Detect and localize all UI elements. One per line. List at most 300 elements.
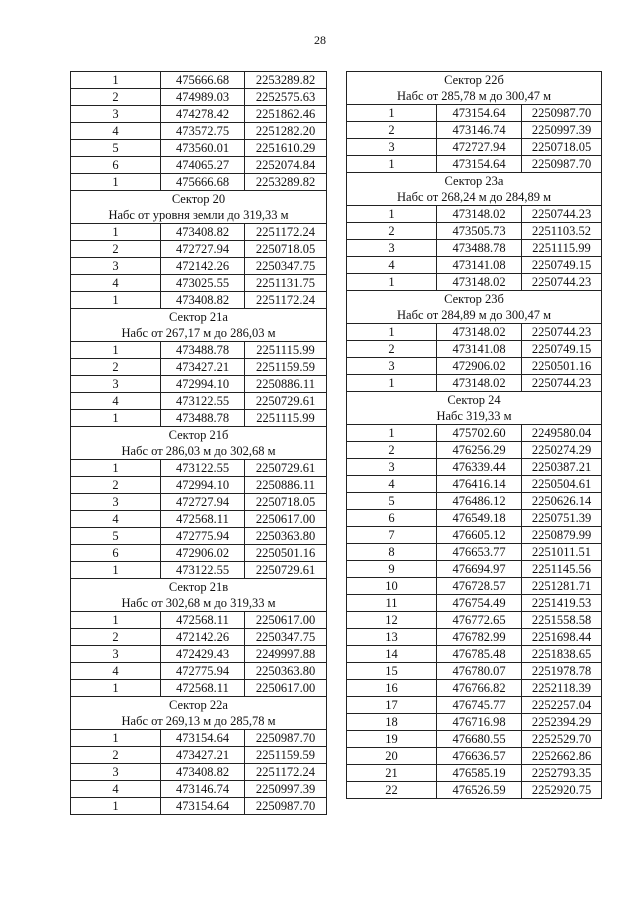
point-number: 1: [71, 292, 161, 309]
table-row: [347, 358, 602, 375]
point-number: 1: [71, 798, 161, 815]
coordinate-y: 2250504.61: [522, 476, 602, 493]
point-number: 4: [71, 393, 161, 410]
table-row: [347, 544, 602, 561]
coordinate-x: 476585.19: [437, 765, 522, 782]
table-row: [347, 206, 602, 223]
table-row: [347, 697, 602, 714]
coordinate-y: 2250363.80: [245, 663, 327, 680]
point-number: 2: [347, 341, 437, 358]
coordinate-x: 475666.68: [161, 72, 245, 89]
table-row: [347, 493, 602, 510]
coordinate-x: 476636.57: [437, 748, 522, 765]
coordinate-y: 2253289.82: [245, 72, 327, 89]
point-number: 1: [347, 425, 437, 442]
point-number: 3: [347, 459, 437, 476]
sector-title: Сектор 21б: [168, 428, 229, 442]
point-number: 2: [71, 359, 161, 376]
coordinate-x: 473154.64: [437, 105, 522, 122]
point-number: 3: [71, 494, 161, 511]
coordinate-x: 476653.77: [437, 544, 522, 561]
table-row: [347, 595, 602, 612]
coordinate-y: 2251115.99: [245, 410, 327, 427]
coordinate-x: 472994.10: [161, 376, 245, 393]
sector-height-range: Набс от 267,17 м до 286,03 м: [121, 326, 276, 340]
sector-height-range: Набс от 284,89 м до 300,47 м: [397, 308, 551, 322]
coordinate-x: 472775.94: [161, 663, 245, 680]
point-number: 1: [71, 342, 161, 359]
table-row: [347, 223, 602, 240]
coordinate-x: 476766.82: [437, 680, 522, 697]
coordinate-y: 2251115.99: [522, 240, 602, 257]
coordinate-x: 475702.60: [437, 425, 522, 442]
point-number: 2: [347, 223, 437, 240]
point-number: 13: [347, 629, 437, 646]
sector-height-range: Набс от уровня земли до 319,33 м: [108, 208, 289, 222]
table-row: [71, 123, 327, 140]
sector-height-range: Набс от 285,78 м до 300,47 м: [397, 89, 551, 103]
coordinate-y: 2251978.78: [522, 663, 602, 680]
point-number: 3: [71, 764, 161, 781]
coordinate-y: 2250997.39: [522, 122, 602, 139]
coordinate-x: 474278.42: [161, 106, 245, 123]
table-row: [71, 646, 327, 663]
coordinate-x: 476605.12: [437, 527, 522, 544]
coordinate-y: 2251172.24: [245, 764, 327, 781]
coordinate-y: 2250729.61: [245, 562, 327, 579]
table-row: [71, 477, 327, 494]
coordinate-x: 476339.44: [437, 459, 522, 476]
table-row: [347, 476, 602, 493]
point-number: 2: [71, 477, 161, 494]
table-row: [71, 258, 327, 275]
coordinate-y: 2251159.59: [245, 359, 327, 376]
sector-header-cell: [71, 697, 327, 730]
table-row: [71, 376, 327, 393]
point-number: 1: [347, 274, 437, 291]
point-number: 4: [71, 663, 161, 680]
sector-header-cell: [71, 191, 327, 224]
coordinate-x: 473408.82: [161, 764, 245, 781]
coordinate-y: 2250751.39: [522, 510, 602, 527]
point-number: 3: [71, 106, 161, 123]
point-number: 3: [347, 139, 437, 156]
coordinate-x: 476716.98: [437, 714, 522, 731]
sector-header-row: [347, 173, 602, 206]
point-number: 1: [71, 680, 161, 697]
table-row: [71, 393, 327, 410]
coordinate-x: 476754.49: [437, 595, 522, 612]
point-number: 2: [347, 122, 437, 139]
coordinate-y: 2250744.23: [522, 206, 602, 223]
coordinate-y: 2250617.00: [245, 511, 327, 528]
point-number: 5: [71, 528, 161, 545]
coordinate-x: 472568.11: [161, 511, 245, 528]
coordinate-y: 2251610.29: [245, 140, 327, 157]
point-number: 2: [347, 442, 437, 459]
table-row: [71, 612, 327, 629]
table-row: [71, 680, 327, 697]
coordinate-x: 476785.48: [437, 646, 522, 663]
coordinate-x: 476745.77: [437, 697, 522, 714]
point-number: 21: [347, 765, 437, 782]
coordinate-x: 472142.26: [161, 629, 245, 646]
coordinate-y: 2252793.35: [522, 765, 602, 782]
point-number: 2: [71, 747, 161, 764]
point-number: 1: [71, 460, 161, 477]
sector-title: Сектор 20: [171, 192, 226, 206]
sector-title: Сектор 22а: [169, 698, 228, 712]
coordinate-y: 2251862.46: [245, 106, 327, 123]
coordinate-y: 2252074.84: [245, 157, 327, 174]
point-number: 1: [347, 156, 437, 173]
table-row: [71, 292, 327, 309]
coordinate-y: 2252394.29: [522, 714, 602, 731]
table-row: [347, 510, 602, 527]
coordinate-x: 473025.55: [161, 275, 245, 292]
coordinate-y: 2249997.88: [245, 646, 327, 663]
table-row: [71, 747, 327, 764]
coordinate-y: 2251115.99: [245, 342, 327, 359]
coordinate-y: 2250744.23: [522, 324, 602, 341]
coordinate-y: 2250886.11: [245, 477, 327, 494]
coordinate-y: 2250997.39: [245, 781, 327, 798]
coordinate-x: 473154.64: [161, 798, 245, 815]
table-row: [71, 224, 327, 241]
point-number: 3: [71, 646, 161, 663]
coordinate-x: 476782.99: [437, 629, 522, 646]
coordinate-x: 474989.03: [161, 89, 245, 106]
coordinate-x: 473148.02: [437, 375, 522, 392]
sector-title: Сектор 24: [447, 393, 501, 407]
coordinate-x: 473148.02: [437, 324, 522, 341]
coordinate-x: 473488.78: [161, 342, 245, 359]
point-number: 17: [347, 697, 437, 714]
coordinate-x: 472994.10: [161, 477, 245, 494]
table-row: [347, 442, 602, 459]
coordinate-y: 2250387.21: [522, 459, 602, 476]
point-number: 16: [347, 680, 437, 697]
table-row: [71, 174, 327, 191]
sector-title: Сектор 21а: [169, 310, 228, 324]
table-row: [71, 511, 327, 528]
coordinates-table-left-body: [71, 72, 327, 815]
coordinate-y: 2250617.00: [245, 680, 327, 697]
table-row: [71, 106, 327, 123]
point-number: 1: [71, 174, 161, 191]
point-number: 4: [71, 123, 161, 140]
table-row: [71, 545, 327, 562]
coordinate-x: 473122.55: [161, 393, 245, 410]
sector-height-range: Набс от 269,13 м до 285,78 м: [121, 714, 276, 728]
coordinate-y: 2250886.11: [245, 376, 327, 393]
coordinate-x: 472727.94: [161, 494, 245, 511]
point-number: 3: [71, 258, 161, 275]
table-row: [347, 341, 602, 358]
coordinate-y: 2251159.59: [245, 747, 327, 764]
sector-header-row: [71, 579, 327, 612]
coordinate-y: 2249580.04: [522, 425, 602, 442]
coordinate-x: 473146.74: [437, 122, 522, 139]
coordinate-y: 2252257.04: [522, 697, 602, 714]
table-row: [347, 527, 602, 544]
point-number: 3: [71, 376, 161, 393]
coordinate-y: 2250749.15: [522, 341, 602, 358]
point-number: 4: [347, 257, 437, 274]
sector-title: Сектор 23а: [444, 174, 504, 188]
coordinate-x: 472568.11: [161, 612, 245, 629]
coordinate-x: 476486.12: [437, 493, 522, 510]
coordinate-x: 473408.82: [161, 292, 245, 309]
coordinate-x: 473148.02: [437, 206, 522, 223]
coordinate-y: 2251281.71: [522, 578, 602, 595]
coordinate-y: 2252118.39: [522, 680, 602, 697]
table-row: [71, 359, 327, 376]
sector-header-cell: [347, 392, 602, 425]
point-number: 9: [347, 561, 437, 578]
coordinate-x: 472906.02: [161, 545, 245, 562]
coordinate-y: 2250718.05: [245, 494, 327, 511]
coordinate-x: 473572.75: [161, 123, 245, 140]
point-number: 6: [347, 510, 437, 527]
sector-title: Сектор 23б: [444, 292, 504, 306]
point-number: 1: [347, 375, 437, 392]
point-number: 6: [71, 157, 161, 174]
coordinate-y: 2251103.52: [522, 223, 602, 240]
table-row: [71, 410, 327, 427]
coordinate-x: 476416.14: [437, 476, 522, 493]
point-number: 10: [347, 578, 437, 595]
table-row: [347, 324, 602, 341]
sector-height-range: Набс от 286,03 м до 302,68 м: [121, 444, 276, 458]
coordinate-y: 2250363.80: [245, 528, 327, 545]
coordinates-table-right: [346, 71, 602, 799]
table-row: [347, 122, 602, 139]
coordinate-x: 473560.01: [161, 140, 245, 157]
table-row: [71, 764, 327, 781]
sector-height-range: Набс 319,33 м: [436, 409, 512, 423]
coordinate-y: 2251172.24: [245, 224, 327, 241]
coordinate-x: 476526.59: [437, 782, 522, 799]
point-number: 19: [347, 731, 437, 748]
table-row: [71, 663, 327, 680]
point-number: 6: [71, 545, 161, 562]
sector-header-row: [71, 309, 327, 342]
table-row: [347, 139, 602, 156]
point-number: 8: [347, 544, 437, 561]
table-row: [71, 730, 327, 747]
coordinate-y: 2250879.99: [522, 527, 602, 544]
point-number: 4: [347, 476, 437, 493]
sector-header-row: [347, 291, 602, 324]
coordinate-x: 473427.21: [161, 747, 245, 764]
point-number: 1: [71, 562, 161, 579]
table-row: [347, 578, 602, 595]
table-row: [347, 459, 602, 476]
coordinates-table-right-body: [347, 72, 602, 799]
coordinate-y: 2252575.63: [245, 89, 327, 106]
point-number: 1: [71, 224, 161, 241]
table-row: [347, 765, 602, 782]
table-row: [347, 274, 602, 291]
coordinate-x: 476694.97: [437, 561, 522, 578]
sector-header-cell: [71, 309, 327, 342]
coordinate-x: 476780.07: [437, 663, 522, 680]
table-row: [71, 528, 327, 545]
coordinate-x: 476256.29: [437, 442, 522, 459]
coordinate-y: 2251838.65: [522, 646, 602, 663]
table-row: [71, 798, 327, 815]
sector-header-cell: [71, 427, 327, 460]
sector-header-row: [347, 72, 602, 105]
sector-height-range: Набс от 268,24 м до 284,89 м: [397, 190, 551, 204]
sector-height-range: Набс от 302,68 м до 319,33 м: [121, 596, 276, 610]
sector-header-cell: [347, 173, 602, 206]
coordinate-y: 2250987.70: [522, 105, 602, 122]
table-row: [347, 240, 602, 257]
coordinate-x: 473505.73: [437, 223, 522, 240]
coordinate-x: 473488.78: [437, 240, 522, 257]
table-row: [347, 629, 602, 646]
table-row: [347, 561, 602, 578]
coordinate-x: 476728.57: [437, 578, 522, 595]
coordinate-y: 2250347.75: [245, 629, 327, 646]
coordinate-x: 473148.02: [437, 274, 522, 291]
point-number: 14: [347, 646, 437, 663]
coordinate-x: 473154.64: [161, 730, 245, 747]
coordinate-y: 2250274.29: [522, 442, 602, 459]
coordinate-y: 2250347.75: [245, 258, 327, 275]
coordinate-y: 2251145.56: [522, 561, 602, 578]
point-number: 3: [347, 358, 437, 375]
point-number: 2: [71, 241, 161, 258]
sector-header-cell: [347, 72, 602, 105]
table-row: [347, 680, 602, 697]
coordinate-y: 2250744.23: [522, 274, 602, 291]
coordinate-y: 2251282.20: [245, 123, 327, 140]
coordinate-y: 2250987.70: [245, 798, 327, 815]
coordinate-y: 2253289.82: [245, 174, 327, 191]
point-number: 4: [71, 781, 161, 798]
table-row: [71, 494, 327, 511]
table-row: [71, 629, 327, 646]
sector-header-row: [71, 427, 327, 460]
sector-header-cell: [347, 291, 602, 324]
table-row: [71, 460, 327, 477]
coordinate-y: 2251011.51: [522, 544, 602, 561]
coordinate-y: 2251131.75: [245, 275, 327, 292]
coordinate-y: 2250729.61: [245, 393, 327, 410]
coordinate-y: 2250617.00: [245, 612, 327, 629]
coordinate-x: 473154.64: [437, 156, 522, 173]
coordinate-x: 473141.08: [437, 341, 522, 358]
sector-header-cell: [71, 579, 327, 612]
coordinate-x: 472142.26: [161, 258, 245, 275]
point-number: 4: [71, 275, 161, 292]
sector-title: Сектор 21в: [168, 580, 229, 594]
coordinate-x: 473122.55: [161, 460, 245, 477]
coordinate-x: 473146.74: [161, 781, 245, 798]
table-row: [347, 731, 602, 748]
point-number: 11: [347, 595, 437, 612]
coordinate-y: 2250749.15: [522, 257, 602, 274]
coordinate-y: 2250987.70: [245, 730, 327, 747]
table-row: [71, 781, 327, 798]
coordinate-x: 472568.11: [161, 680, 245, 697]
table-row: [347, 156, 602, 173]
coordinate-y: 2251419.53: [522, 595, 602, 612]
coordinate-y: 2251558.58: [522, 612, 602, 629]
coordinate-y: 2250718.05: [522, 139, 602, 156]
point-number: 18: [347, 714, 437, 731]
sector-title: Сектор 22б: [444, 73, 504, 87]
coordinate-x: 472727.94: [161, 241, 245, 258]
table-row: [347, 612, 602, 629]
coordinate-y: 2252662.86: [522, 748, 602, 765]
coordinate-y: 2250987.70: [522, 156, 602, 173]
table-row: [347, 748, 602, 765]
coordinate-x: 476549.18: [437, 510, 522, 527]
coordinate-y: 2251172.24: [245, 292, 327, 309]
table-row: [71, 342, 327, 359]
coordinate-x: 476772.65: [437, 612, 522, 629]
table-row: [71, 140, 327, 157]
coordinates-table-left: [70, 71, 327, 815]
coordinate-x: 473427.21: [161, 359, 245, 376]
coordinate-x: 473141.08: [437, 257, 522, 274]
coordinate-x: 472906.02: [437, 358, 522, 375]
point-number: 7: [347, 527, 437, 544]
coordinate-x: 473488.78: [161, 410, 245, 427]
sector-header-row: [71, 697, 327, 730]
coordinate-x: 472429.43: [161, 646, 245, 663]
coordinate-y: 2250501.16: [522, 358, 602, 375]
coordinate-x: 472727.94: [437, 139, 522, 156]
point-number: 1: [71, 612, 161, 629]
point-number: 5: [71, 140, 161, 157]
coordinate-y: 2250718.05: [245, 241, 327, 258]
sector-header-row: [347, 392, 602, 425]
table-row: [71, 562, 327, 579]
point-number: 2: [71, 89, 161, 106]
coordinate-y: 2250729.61: [245, 460, 327, 477]
coordinate-y: 2252920.75: [522, 782, 602, 799]
table-row: [71, 275, 327, 292]
point-number: 3: [347, 240, 437, 257]
point-number: 1: [71, 410, 161, 427]
point-number: 1: [347, 206, 437, 223]
sector-header-row: [71, 191, 327, 224]
coordinate-y: 2250501.16: [245, 545, 327, 562]
coordinate-x: 476680.55: [437, 731, 522, 748]
table-row: [71, 241, 327, 258]
point-number: 1: [347, 105, 437, 122]
coordinate-y: 2251698.44: [522, 629, 602, 646]
point-number: 20: [347, 748, 437, 765]
table-row: [347, 714, 602, 731]
table-row: [347, 425, 602, 442]
point-number: 1: [71, 72, 161, 89]
coordinate-x: 474065.27: [161, 157, 245, 174]
coordinate-x: 473122.55: [161, 562, 245, 579]
point-number: 5: [347, 493, 437, 510]
table-row: [71, 89, 327, 106]
point-number: 15: [347, 663, 437, 680]
coordinate-y: 2250626.14: [522, 493, 602, 510]
point-number: 22: [347, 782, 437, 799]
table-row: [71, 157, 327, 174]
table-row: [347, 257, 602, 274]
